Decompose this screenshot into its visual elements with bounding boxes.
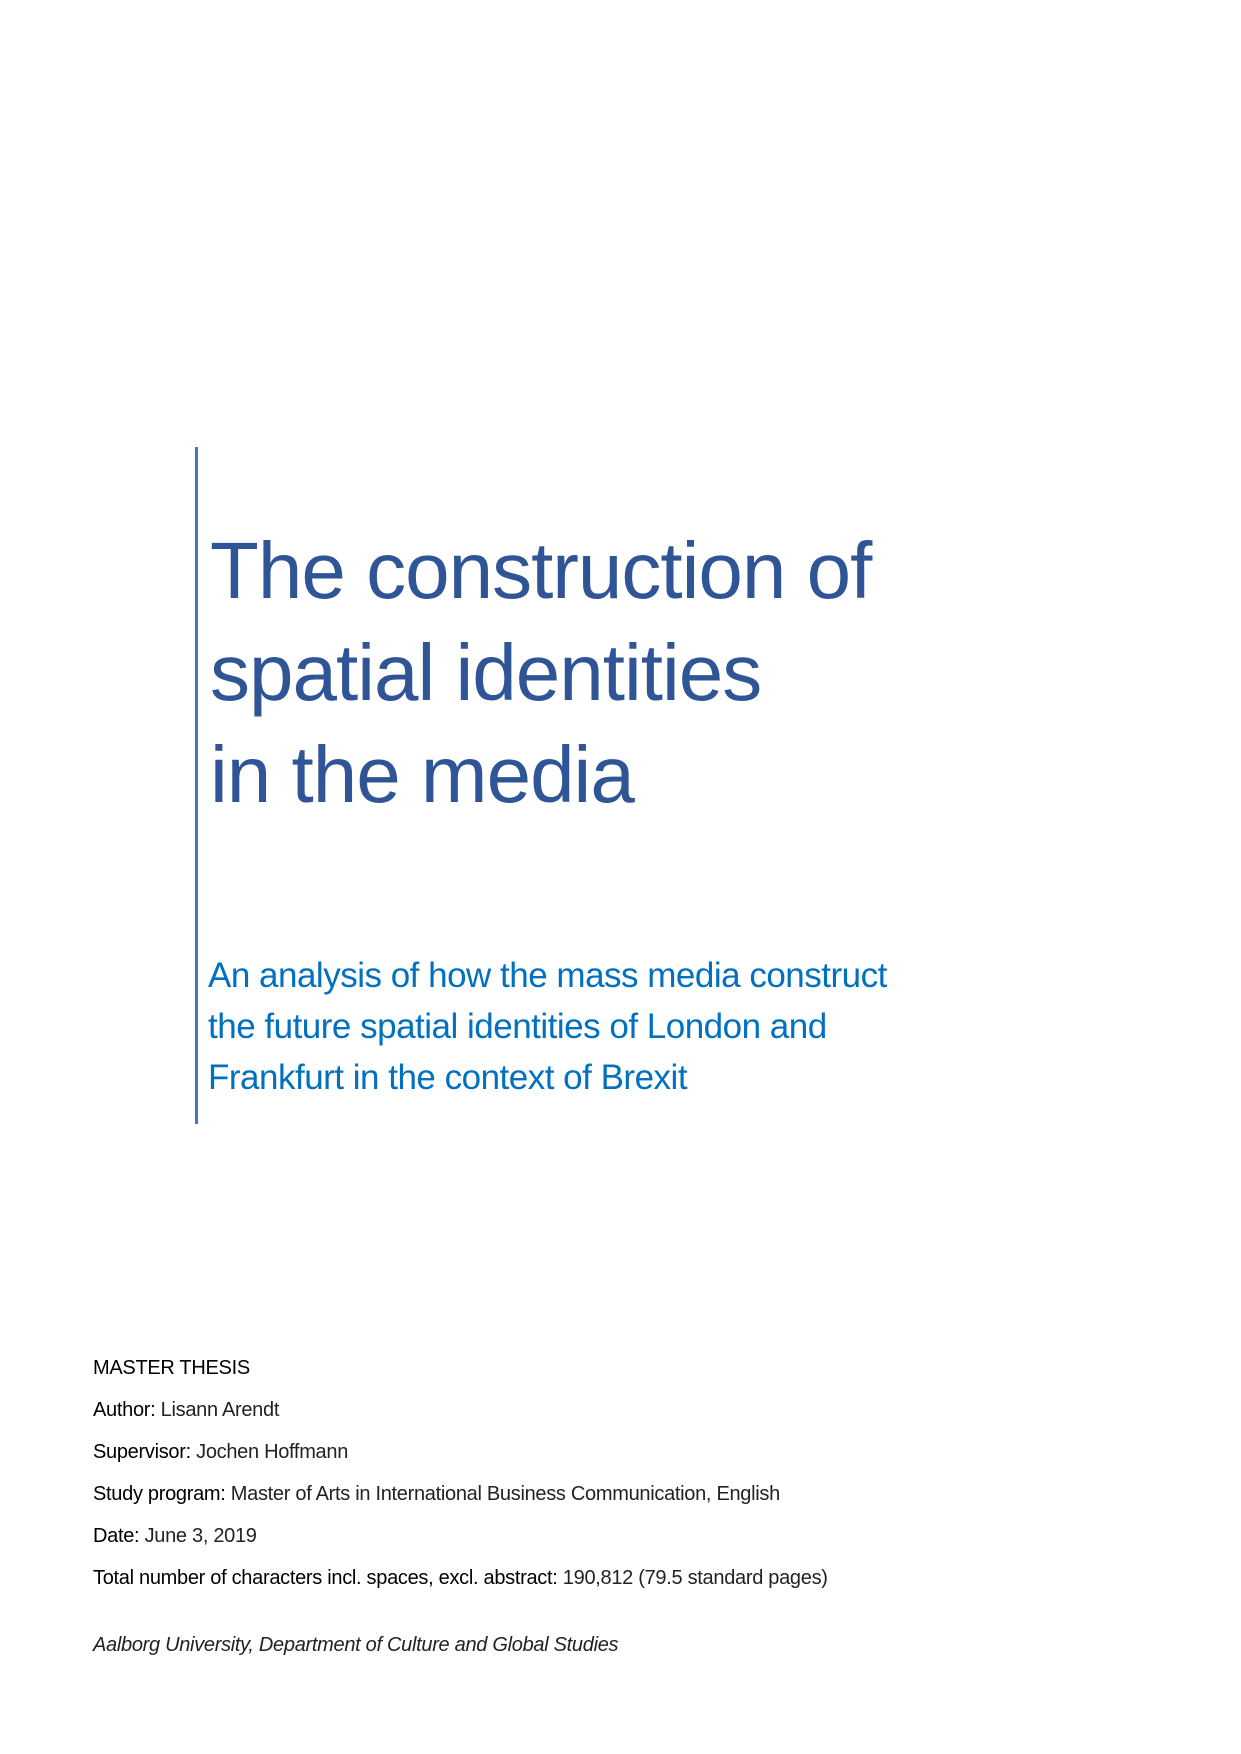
characters-value: 190,812 (79.5 standard pages)	[562, 1567, 828, 1589]
title-line: The construction of	[210, 526, 872, 615]
program-row	[93, 1480, 828, 1522]
characters-label: Total number of characters incl. spaces, excl. abstract:	[93, 1567, 558, 1589]
thesis-info	[93, 1354, 828, 1606]
program-value: Master of Arts in International Business Communication, English	[230, 1483, 780, 1505]
institution: Aalborg University, Department of Culture and Global Studies	[93, 1634, 619, 1656]
date-row	[93, 1522, 828, 1564]
thesis-title	[210, 520, 871, 826]
title-line: spatial identities	[210, 628, 762, 717]
date-label: Date:	[93, 1525, 140, 1547]
supervisor-value: Jochen Hoffmann	[196, 1441, 349, 1463]
title-line: in the media	[210, 730, 634, 819]
accent-bar	[195, 447, 198, 1124]
subtitle-line: An analysis of how the mass media construct	[208, 956, 887, 995]
supervisor-row	[93, 1438, 828, 1480]
thesis-subtitle	[208, 950, 887, 1103]
author-label: Author:	[93, 1399, 156, 1421]
subtitle-line: Frankfurt in the context of Brexit	[208, 1058, 688, 1097]
date-value: June 3, 2019	[144, 1525, 257, 1547]
subtitle-line: the future spatial identities of London and	[208, 1007, 827, 1046]
program-label: Study program:	[93, 1483, 226, 1505]
author-value: Lisann Arendt	[160, 1399, 280, 1421]
characters-row	[93, 1564, 828, 1606]
document-type	[93, 1354, 828, 1396]
author-row	[93, 1396, 828, 1438]
document-type-label: MASTER THESIS	[93, 1357, 250, 1379]
supervisor-label: Supervisor:	[93, 1441, 191, 1463]
